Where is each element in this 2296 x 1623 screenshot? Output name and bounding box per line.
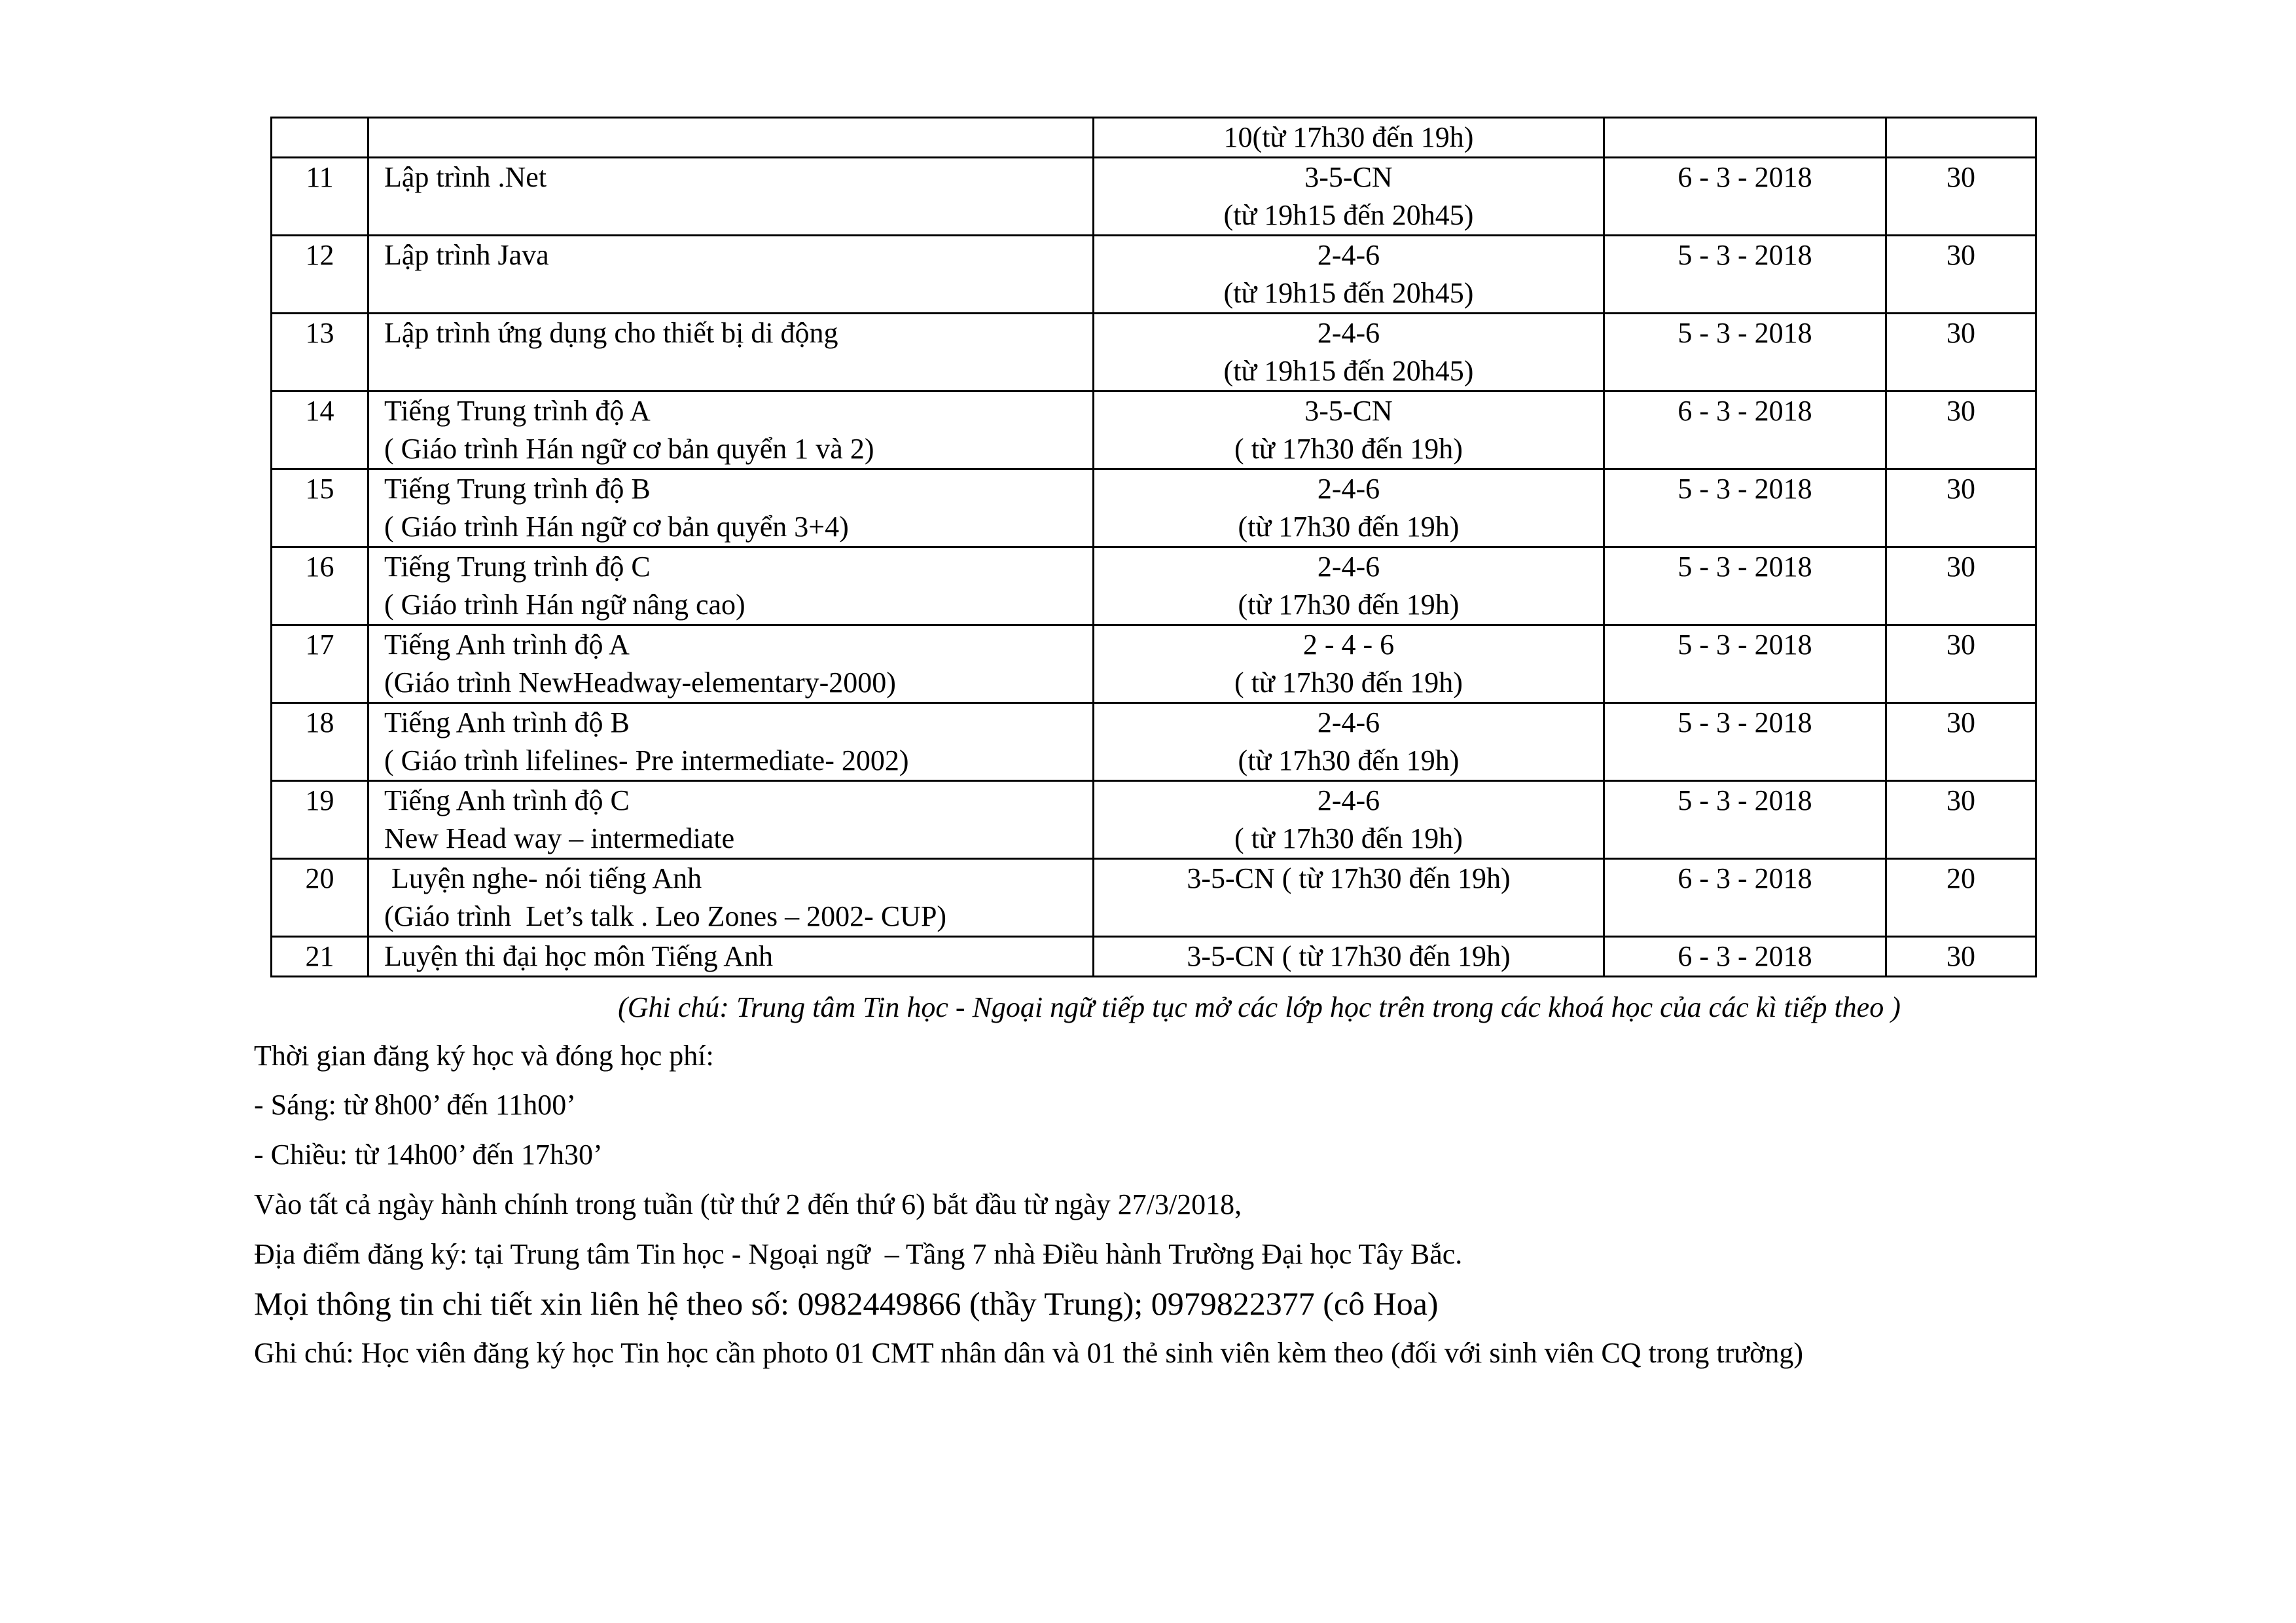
registration-days: Vào tất cả ngày hành chính trong tuần (từ thứ 2 đến thứ 6) bắt đầu từ ngày 27/3/2018, bbox=[254, 1188, 1242, 1220]
cell-course-name-line: (Giáo trình NewHeadway-elementary-2000) bbox=[384, 666, 896, 699]
cell-schedule-time-line: 2-4-6 bbox=[1317, 551, 1380, 583]
table-row bbox=[272, 937, 2036, 977]
cell-schedule-time bbox=[1094, 547, 1604, 625]
cell-sessions: 30 bbox=[1886, 547, 2036, 625]
cell-sessions: 30 bbox=[1886, 781, 2036, 859]
cell-course-name bbox=[368, 625, 1094, 703]
cell-start-date: 6 - 3 - 2018 bbox=[1604, 392, 1886, 469]
table-row bbox=[272, 859, 2036, 937]
cell-stt: 13 bbox=[272, 314, 368, 392]
cell-schedule-time: 10(từ 17h30 đến 19h) bbox=[1094, 118, 1604, 158]
cell-course-name-line: Lập trình Java bbox=[384, 239, 549, 271]
cell-course-name bbox=[368, 469, 1094, 547]
cell-course-name bbox=[368, 314, 1094, 392]
table-row bbox=[272, 392, 2036, 469]
cell-schedule-time bbox=[1094, 314, 1604, 392]
cell-start-date: 6 - 3 - 2018 bbox=[1604, 937, 1886, 977]
cell-course-name-line: Tiếng Trung trình độ B bbox=[384, 473, 651, 505]
cell-schedule-time bbox=[1094, 392, 1604, 469]
cell-course-name: Luyện thi đại học môn Tiếng Anh bbox=[368, 937, 1094, 977]
cell-start-date: 5 - 3 - 2018 bbox=[1604, 314, 1886, 392]
cell-schedule-time-line: (từ 17h30 đến 19h) bbox=[1238, 744, 1460, 776]
cell-sessions: 30 bbox=[1886, 158, 2036, 236]
cell-stt: 17 bbox=[272, 625, 368, 703]
cell-schedule-time bbox=[1094, 703, 1604, 781]
cell-stt: 11 bbox=[272, 158, 368, 236]
table-row bbox=[272, 158, 2036, 236]
cell-schedule-time-line: 3-5-CN ( từ 17h30 đến 19h) bbox=[1187, 862, 1511, 894]
cell-schedule-time-line: (từ 19h15 đến 20h45) bbox=[1223, 355, 1474, 387]
cell-schedule-time-line: ( từ 17h30 đến 19h) bbox=[1234, 666, 1463, 699]
cell-course-name bbox=[368, 236, 1094, 314]
cell-start-date: 5 - 3 - 2018 bbox=[1604, 469, 1886, 547]
table-row-continuation bbox=[272, 118, 2036, 158]
cell-stt: 15 bbox=[272, 469, 368, 547]
cell-course-name-line: ( Giáo trình Hán ngữ cơ bản quyển 3+4) bbox=[384, 511, 849, 543]
cell-schedule-time-line: (từ 17h30 đến 19h) bbox=[1238, 511, 1460, 543]
cell-sessions: 30 bbox=[1886, 392, 2036, 469]
cell-start-date bbox=[1604, 118, 1886, 158]
cell-stt: 20 bbox=[272, 859, 368, 937]
table-body bbox=[272, 118, 2036, 977]
cell-sessions: 30 bbox=[1886, 703, 2036, 781]
cell-course-name bbox=[368, 547, 1094, 625]
cell-course-name-line: ( Giáo trình lifelines- Pre intermediate- 2002) bbox=[384, 744, 909, 776]
cell-schedule-time-line: 2-4-6 bbox=[1317, 239, 1380, 271]
cell-start-date: 6 - 3 - 2018 bbox=[1604, 158, 1886, 236]
cell-course-name-line: Lập trình ứng dụng cho thiết bị di động bbox=[384, 317, 838, 349]
cell-schedule-time-line: ( từ 17h30 đến 19h) bbox=[1234, 433, 1463, 465]
cell-schedule-time-line: 2-4-6 bbox=[1317, 317, 1380, 349]
cell-schedule-time-line: 3-5-CN bbox=[1304, 161, 1393, 193]
cell-stt bbox=[272, 118, 368, 158]
cell-sessions: 30 bbox=[1886, 625, 2036, 703]
contact-info: Mọi thông tin chi tiết xin liên hệ theo số: 0982449866 (thầy Trung); 0979822377 (cô Hoa) bbox=[254, 1285, 1439, 1322]
cell-course-name-line: Tiếng Anh trình độ A bbox=[384, 629, 630, 661]
cell-schedule-time bbox=[1094, 859, 1604, 937]
cell-schedule-time-line: ( từ 17h30 đến 19h) bbox=[1234, 822, 1463, 854]
cell-course-name-line: Lập trình .Net bbox=[384, 161, 547, 193]
cell-stt: 12 bbox=[272, 236, 368, 314]
cell-start-date: 5 - 3 - 2018 bbox=[1604, 236, 1886, 314]
cell-course-name bbox=[368, 781, 1094, 859]
cell-sessions: 30 bbox=[1886, 236, 2036, 314]
cell-sessions: 20 bbox=[1886, 859, 2036, 937]
cell-course-name-line: ( Giáo trình Hán ngữ cơ bản quyển 1 và 2) bbox=[384, 433, 874, 465]
cell-course-name-line: Tiếng Anh trình độ B bbox=[384, 706, 630, 739]
registration-location: Địa điểm đăng ký: tại Trung tâm Tin học - Ngoại ngữ – Tầng 7 nhà Điều hành Trường Đại học Tây Bắc. bbox=[254, 1238, 1463, 1270]
cell-course-name-line: (Giáo trình Let’s talk . Leo Zones – 2002- CUP) bbox=[384, 900, 947, 932]
cell-sessions: 30 bbox=[1886, 469, 2036, 547]
table-row bbox=[272, 547, 2036, 625]
cell-start-date: 5 - 3 - 2018 bbox=[1604, 781, 1886, 859]
cell-schedule-time bbox=[1094, 469, 1604, 547]
cell-schedule-time bbox=[1094, 236, 1604, 314]
cell-stt: 16 bbox=[272, 547, 368, 625]
course-schedule-table bbox=[270, 117, 2037, 977]
cell-course-name bbox=[368, 392, 1094, 469]
table-row bbox=[272, 236, 2036, 314]
cell-stt: 18 bbox=[272, 703, 368, 781]
cell-course-name bbox=[368, 859, 1094, 937]
cell-stt: 21 bbox=[272, 937, 368, 977]
morning-hours: - Sáng: từ 8h00’ đến 11h00’ bbox=[254, 1089, 576, 1121]
table-row bbox=[272, 314, 2036, 392]
cell-schedule-time-line: 2 - 4 - 6 bbox=[1302, 629, 1395, 661]
cell-start-date: 6 - 3 - 2018 bbox=[1604, 859, 1886, 937]
cell-schedule-time-line: 2-4-6 bbox=[1317, 473, 1380, 505]
afternoon-hours: - Chiều: từ 14h00’ đến 17h30’ bbox=[254, 1139, 603, 1171]
cell-schedule-time-line: 3-5-CN bbox=[1304, 395, 1393, 427]
cell-course-name-line: Tiếng Anh trình độ C bbox=[384, 784, 630, 816]
cell-course-name bbox=[368, 703, 1094, 781]
cell-schedule-time-line: (từ 17h30 đến 19h) bbox=[1238, 589, 1460, 621]
table-row bbox=[272, 625, 2036, 703]
registration-title: Thời gian đăng ký học và đóng học phí: bbox=[254, 1040, 714, 1072]
cell-sessions bbox=[1886, 118, 2036, 158]
cell-schedule-time bbox=[1094, 158, 1604, 236]
cell-schedule-time bbox=[1094, 781, 1604, 859]
cell-schedule-time: 3-5-CN ( từ 17h30 đến 19h) bbox=[1094, 937, 1604, 977]
cell-sessions: 30 bbox=[1886, 314, 2036, 392]
cell-course-name-line: Tiếng Trung trình độ A bbox=[384, 395, 651, 427]
final-note: Ghi chú: Học viên đăng ký học Tin học cần photo 01 CMT nhân dân và 01 thẻ sinh viên kèm theo (đối với sinh viên CQ trong trường) bbox=[254, 1337, 1804, 1369]
cell-stt: 14 bbox=[272, 392, 368, 469]
cell-course-name-line: Tiếng Trung trình độ C bbox=[384, 551, 651, 583]
cell-start-date: 5 - 3 - 2018 bbox=[1604, 625, 1886, 703]
cell-schedule-time-line: 2-4-6 bbox=[1317, 706, 1380, 739]
cell-schedule-time-line: 2-4-6 bbox=[1317, 784, 1380, 816]
cell-course-name bbox=[368, 118, 1094, 158]
table-row bbox=[272, 469, 2036, 547]
cell-schedule-time bbox=[1094, 625, 1604, 703]
cell-course-name-line: New Head way – intermediate bbox=[384, 822, 735, 854]
cell-stt: 19 bbox=[272, 781, 368, 859]
table-row bbox=[272, 781, 2036, 859]
cell-sessions: 30 bbox=[1886, 937, 2036, 977]
cell-start-date: 5 - 3 - 2018 bbox=[1604, 703, 1886, 781]
cell-schedule-time-line: (từ 19h15 đến 20h45) bbox=[1223, 277, 1474, 309]
cell-course-name bbox=[368, 158, 1094, 236]
cell-course-name-line: Luyện nghe- nói tiếng Anh bbox=[384, 862, 702, 894]
cell-schedule-time-line: (từ 19h15 đến 20h45) bbox=[1223, 199, 1474, 231]
table-row bbox=[272, 703, 2036, 781]
cell-start-date: 5 - 3 - 2018 bbox=[1604, 547, 1886, 625]
cell-course-name-line: ( Giáo trình Hán ngữ nâng cao) bbox=[384, 589, 745, 621]
continuation-note: (Ghi chú: Trung tâm Tin học - Ngoại ngữ tiếp tục mở các lớp học trên trong các khoá học của các kì tiếp theo ) bbox=[618, 991, 1901, 1023]
